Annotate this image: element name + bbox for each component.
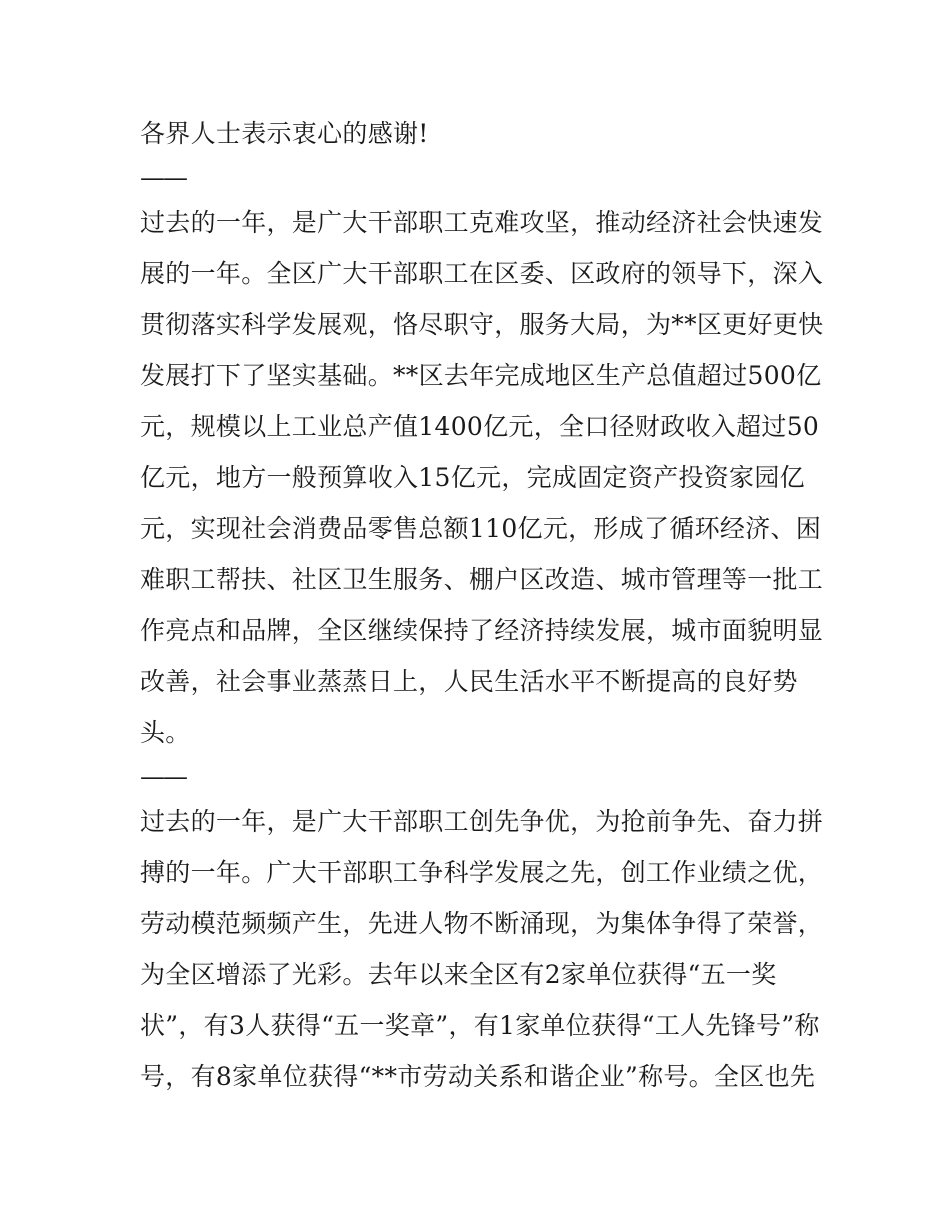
text-line: 贯彻落实科学发展观，恪尽职守，服务大局，为**区更好更快 (140, 310, 824, 339)
text-line: 发展打下了坚实基础。**区去年完成地区生产总值超过500亿 (140, 361, 822, 390)
text-line: 号，有8家单位获得“**市劳动关系和谐企业”称号。全区也先 (140, 1062, 816, 1091)
text-line: 劳动模范频频产生，先进人物不断涌现，为集体争得了荣誉， (140, 909, 824, 938)
text-line: 展的一年。全区广大干部职工在区委、区政府的领导下，深入 (140, 259, 824, 288)
dash-separator: —— (140, 163, 186, 192)
dash-separator: —— (140, 762, 186, 791)
text-line: 改善，社会事业蒸蒸日上，人民生活水平不断提高的良好势 (140, 667, 798, 696)
document-body (140, 108, 830, 1102)
text-line: 状”，有3人获得“五一奖章”，有1家单位获得“工人先锋号”称 (140, 1011, 820, 1040)
text-line: 过去的一年，是广大干部职工克难攻坚，推动经济社会快速发 (140, 208, 824, 237)
text-line: 作亮点和品牌，全区继续保持了经济持续发展，城市面貌明显 (140, 616, 824, 645)
text-line: 过去的一年，是广大干部职工创先争优，为抢前争先、奋力拼 (140, 807, 824, 836)
text-line: 亿元，地方一般预算收入15亿元，完成固定资产投资家园亿 (140, 463, 805, 492)
text-line: 元，实现社会消费品零售总额110亿元，形成了循环经济、困 (140, 514, 822, 543)
text-line: 各界人士表示衷心的感谢! (140, 119, 429, 148)
text-line: 难职工帮扶、社区卫生服务、棚户区改造、城市管理等一批工 (140, 565, 824, 594)
text-line: 搏的一年。广大干部职工争科学发展之先，创工作业绩之优， (140, 858, 824, 887)
text-line: 头。 (140, 718, 191, 747)
text-line: 为全区增添了光彩。去年以来全区有2家单位获得“五一奖 (140, 960, 777, 989)
text-line: 元，规模以上工业总产值1400亿元，全口径财政收入超过50 (140, 412, 820, 441)
